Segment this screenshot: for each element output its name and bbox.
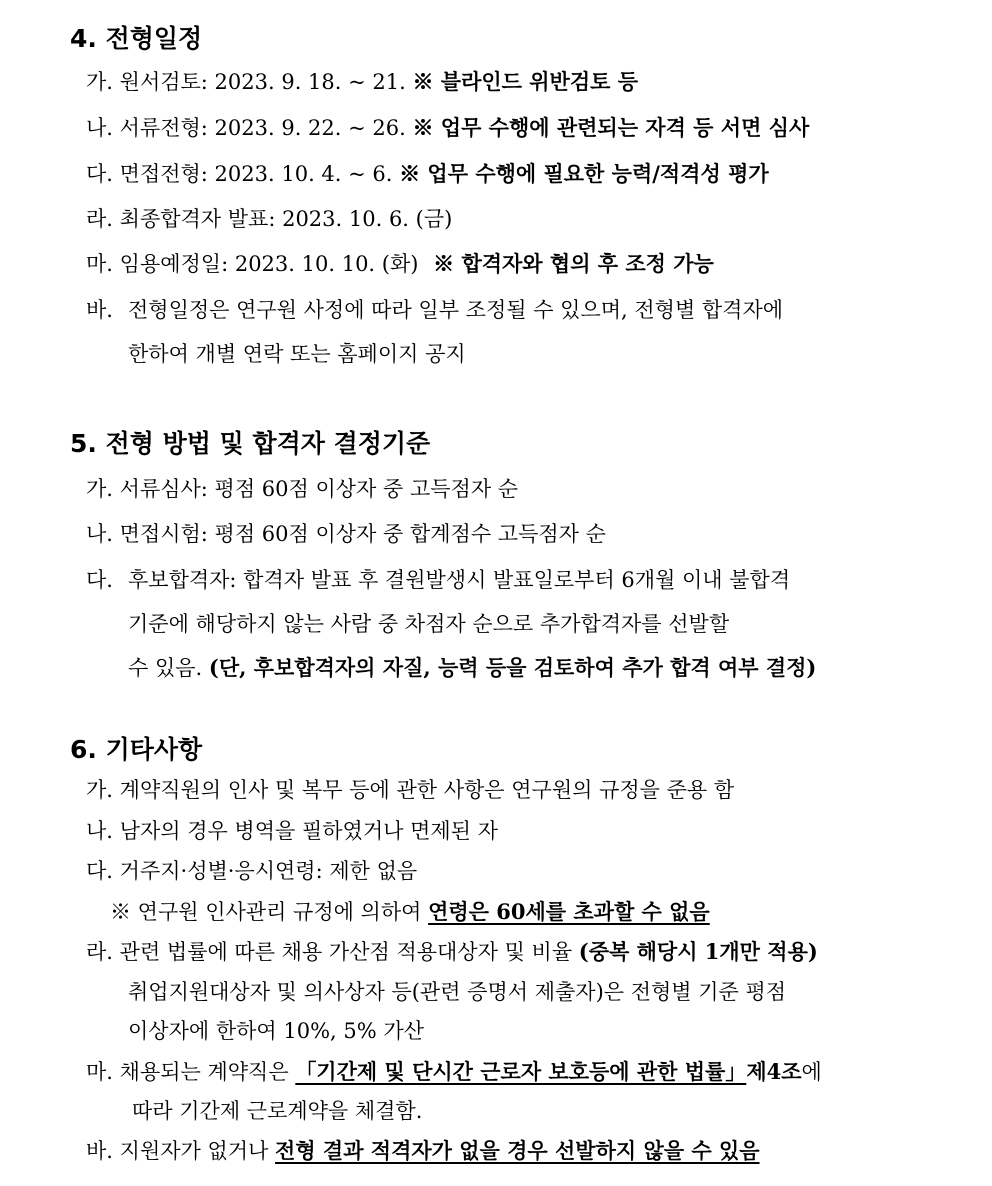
item-label: 가. [86,70,113,94]
item-label: 마. [86,1060,113,1084]
s6-item-f [86,1135,918,1167]
section-6-title: 6. 기타사항 [70,735,203,764]
item-label: 라. [86,940,113,964]
item-label: 다. [86,162,113,186]
s6-item-c [86,855,417,887]
note-prefix: ※ 연구원 인사관리 규정에 의하여 [110,900,422,924]
law-article: 제4조 [746,1059,802,1084]
s4-item-a [86,66,638,98]
s4-item-f-label: 바. [86,298,113,322]
s4-item-f-line1: 전형일정은 연구원 사정에 따라 일부 조정될 수 있으며, 전형별 합격자에 [128,298,784,322]
item-text: 면접전형: 2023. 10. 4. ~ 6. [119,162,393,186]
s5-item-c-line3 [128,652,908,684]
item-label: 다. [86,859,113,883]
item-text-tail: 에 [801,1060,822,1084]
item-label: 나. [86,819,113,843]
law-name: 「기간제 및 단시간 근로자 보호등에 관한 법률」 [295,1059,747,1084]
s6-item-b [86,815,498,847]
item-text: 면접시험: 평점 60점 이상자 중 합계점수 고득점자 순 [119,522,606,546]
s4-item-f-line2: 한하여 개별 연락 또는 홈페이지 공지 [128,342,466,366]
s6-item-d [86,936,818,968]
s6-item-d-line3: 이상자에 한하여 10%, 5% 가산 [128,1019,424,1043]
item-label: 라. [86,207,113,231]
item-note: ※ 업무 수행에 관련되는 자격 등 서면 심사 [412,115,810,140]
item-note: (단, 후보합격자의 자질, 능력 등을 검토하여 추가 합격 여부 결정) [208,655,817,680]
item-label: 마. [86,252,113,276]
item-text: 관련 법률에 따른 채용 가산점 적용대상자 및 비율 [119,940,573,964]
item-text: 계약직원의 인사 및 복무 등에 관한 사항은 연구원의 규정을 준용 함 [119,778,735,802]
note-emphasis: 연령은 60세를 초과할 수 없음 [428,899,710,924]
s4-item-e [86,248,714,280]
s5-item-c-line1: 후보합격자: 합격자 발표 후 결원발생시 발표일로부터 6개월 이내 불합격 [128,568,791,592]
item-text: 임용예정일: 2023. 10. 10. (화) [119,252,419,276]
item-text: 남자의 경우 병역을 필하였거나 면제된 자 [119,819,498,843]
s5-item-a [86,473,518,505]
item-text: 최종합격자 발표: 2023. 10. 6. (금) [119,207,453,231]
s4-item-b [86,112,809,144]
item-note: ※ 업무 수행에 필요한 능력/적격성 평가 [399,161,769,186]
item-text: 원서검토: 2023. 9. 18. ~ 21. [119,70,406,94]
item-text: 수 있음. [128,656,203,680]
item-text: 지원자가 없거나 [119,1139,269,1163]
s4-item-d [86,203,452,235]
s5-item-c-line2: 기준에 해당하지 않는 사람 중 차점자 순으로 추가합격자를 선발할 [128,612,730,636]
item-text: 서류심사: 평점 60점 이상자 중 고득점자 순 [119,477,519,501]
s6-item-e [86,1056,918,1088]
item-label: 나. [86,116,113,140]
s4-item-c [86,158,769,190]
item-label: 가. [86,477,113,501]
item-note: (중복 해당시 1개만 적용) [578,939,818,964]
section-5-title: 5. 전형 방법 및 합격자 결정기준 [70,429,431,458]
item-emphasis: 전형 결과 적격자가 없을 경우 선발하지 않을 수 있음 [275,1138,760,1163]
section-4-title: 4. 전형일정 [70,24,203,53]
item-label: 나. [86,522,113,546]
item-text: 거주지·성별·응시연령: 제한 없음 [119,859,418,883]
s6-item-a [86,774,734,806]
item-label: 가. [86,778,113,802]
item-note: ※ 블라인드 위반검토 등 [412,69,638,94]
s6-item-e-line2: 따라 기간제 근로계약을 체결함. [132,1099,423,1123]
item-label: 바. [86,1139,113,1163]
s6-item-d-line2: 취업지원대상자 및 의사상자 등(관련 증명서 제출자)은 전형별 기준 평점 [128,980,787,1004]
s5-item-c-label: 다. [86,568,113,592]
s5-item-b [86,518,606,550]
item-note: ※ 합격자와 협의 후 조정 가능 [433,251,714,276]
item-text: 서류전형: 2023. 9. 22. ~ 26. [119,116,406,140]
s6-item-c-note [110,896,710,928]
item-text: 채용되는 계약직은 [119,1060,289,1084]
